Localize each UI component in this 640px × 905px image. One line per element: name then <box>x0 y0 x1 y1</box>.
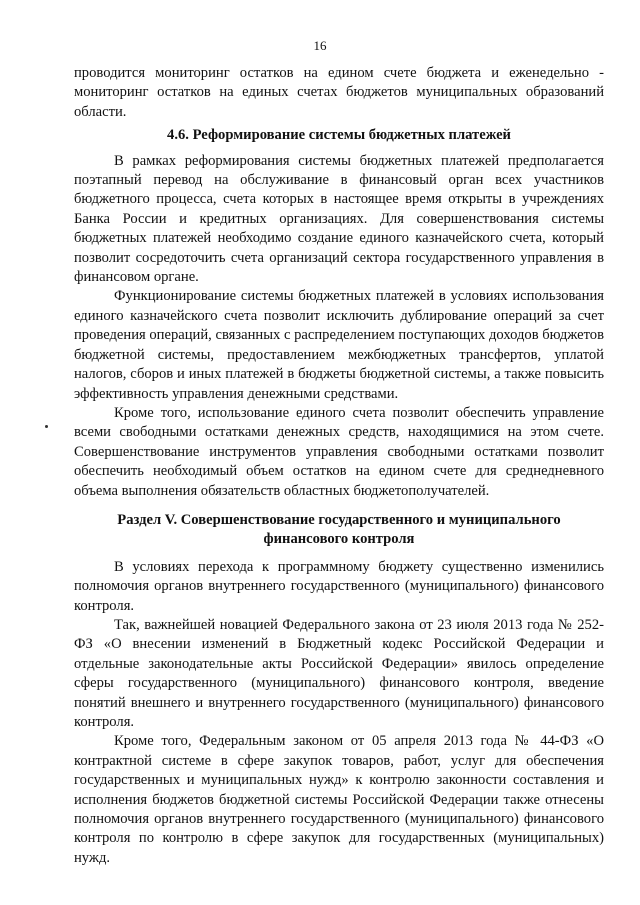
paragraph-6: Кроме того, Федеральным законом от 05 апреля 2013 года № 44-ФЗ «О контрактной системе в сфере закупок товаров, работ, услуг для обеспечения государственных и муниципальных нужд» к контролю законности составления и исполнения бюджетов бюджетной системы Российской Федерации также отнесены полномочия органов внутреннего государственного (муниципального) финансового контроля по контролю в сфере закупок для государственных (муниципальных) нужд. <box>74 733 604 866</box>
document-body <box>74 64 604 868</box>
heading-4-6: 4.6. Реформирование системы бюджетных платежей <box>167 127 511 144</box>
heading-section-5: Раздел V. Совершенствование государственного и муниципального финансового контроля <box>117 511 561 548</box>
margin-dot <box>45 425 48 428</box>
paragraph-5: Так, важнейшей новацией Федерального закона от 23 июля 2013 года № 252-ФЗ «О внесении изменений в Бюджетный кодекс Российской Федерации и отдельные законодательные акты Российской Федерации» явилось определение сферы государственного (муниципального) финансового контроля, введение понятий внешнего и внутреннего государственного (муниципального) финансового контроля. <box>74 616 604 730</box>
paragraph-1: В рамках реформирования системы бюджетных платежей предполагается поэтапный перевод на обслуживание в финансовый орган всех участников бюджетного процесса, счета которых в настоящее время открыты в учреждениях Банка России и кредитных организациях. Для совершенствования системы бюджетных платежей необходимо создание единого казначейского счета, который позволит сосредоточить счета организаций сектора государственного управления в финансовом органе. <box>74 152 604 286</box>
page-number: 16 <box>313 38 327 53</box>
paragraph-3: Кроме того, использование единого счета позволит обеспечить управление всеми свободными остатками денежных средств, находящимися на этом счете. Совершенствование инструментов управления свободными остатками позволит обеспечить необходимый объем остатков на едином счете для среднедневного объема выполнения обязательств областных бюджетополучателей. <box>74 404 604 499</box>
paragraph-4: В условиях перехода к программному бюджету существенно изменились полномочия органов внутреннего государственного (муниципального) финансового контроля. <box>74 558 604 614</box>
paragraph-2: Функционирование системы бюджетных платежей в условиях использования единого казначейского счета позволит исключить дублирование операций за счет проведения операций, связанных с распределением поступающих доходов бюджетов бюджетной системы, предоставлением межбюджетных трансфертов, уплатой налогов, сборов и иных платежей в бюджеты бюджетной системы, а также повысить эффективность управления денежными средствами. <box>74 288 604 402</box>
paragraph-intro: проводится мониторинг остатков на едином счете бюджета и еженедельно - мониторинг остатков на единых счетах бюджетов муниципальных образований области. <box>74 65 604 120</box>
